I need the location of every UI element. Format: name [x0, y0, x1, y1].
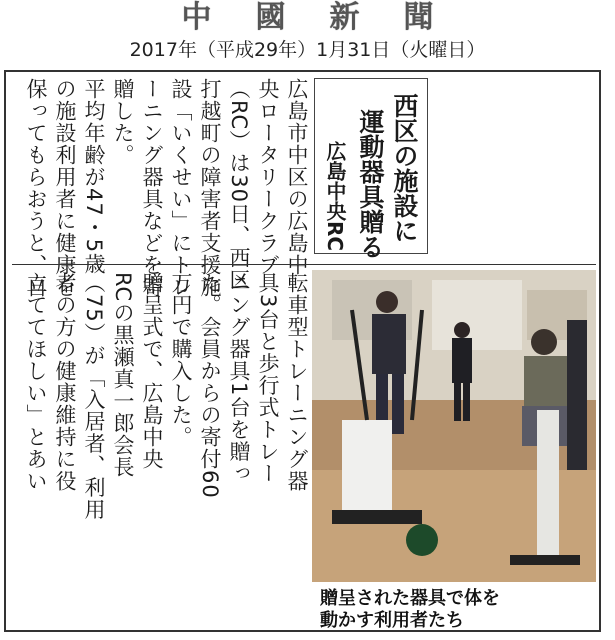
- text-column: （75）が「入居者、利用: [82, 272, 106, 521]
- text-column: 平均年齢が47・5歳: [82, 78, 106, 276]
- caption-line-2: 動かす利用者たち: [320, 610, 464, 631]
- text-column: RCの黒瀬真一郎会長: [111, 272, 135, 479]
- text-column: 転車型トレーニング器: [285, 272, 309, 492]
- photo-illustration: [312, 270, 596, 582]
- headline-main: 西区の施設に: [390, 93, 419, 243]
- newspaper-masthead: [0, 0, 615, 36]
- article-photo: [312, 270, 596, 582]
- text-column: 打越町の障害者支援施: [198, 78, 222, 298]
- text-column: 立ててほしい」とあい: [24, 272, 48, 492]
- dateline: 2017年（平成29年）1月31日（火曜日）: [129, 39, 486, 61]
- text-column: 保ってもらおうと、自: [24, 78, 48, 298]
- text-column: 設「いくせい」にトレ: [169, 78, 193, 298]
- headline-sub: 運動器具贈る: [356, 109, 385, 259]
- text-column: ーニング器具などを寄: [140, 78, 164, 298]
- text-column: 万円で購入した。: [169, 272, 193, 448]
- text-column: 者の方の健康維持に役: [53, 272, 77, 492]
- text-column: 広島市中区の広島中: [285, 78, 309, 276]
- caption-line-1: 贈呈された器具で体を: [320, 588, 500, 609]
- section-divider: [12, 264, 596, 265]
- text-column: の施設利用者に健康を: [53, 78, 77, 298]
- text-column: た。会員からの寄付60: [198, 272, 222, 499]
- text-column: 贈した。: [111, 78, 135, 166]
- text-column: 具3台と歩行式トレー: [256, 272, 280, 485]
- text-column: 贈呈式で、広島中央: [140, 272, 164, 470]
- headline-byline: 広島中央RC: [323, 141, 347, 252]
- text-column: （RC）は30日、西区: [227, 78, 251, 291]
- text-column: 央ロータリークラブ: [256, 78, 280, 276]
- masthead-title: 中國新聞: [181, 0, 478, 35]
- text-column: ニング器具1台を贈っ: [227, 272, 251, 485]
- headline-box: [314, 78, 428, 259]
- photo-caption: [320, 588, 590, 632]
